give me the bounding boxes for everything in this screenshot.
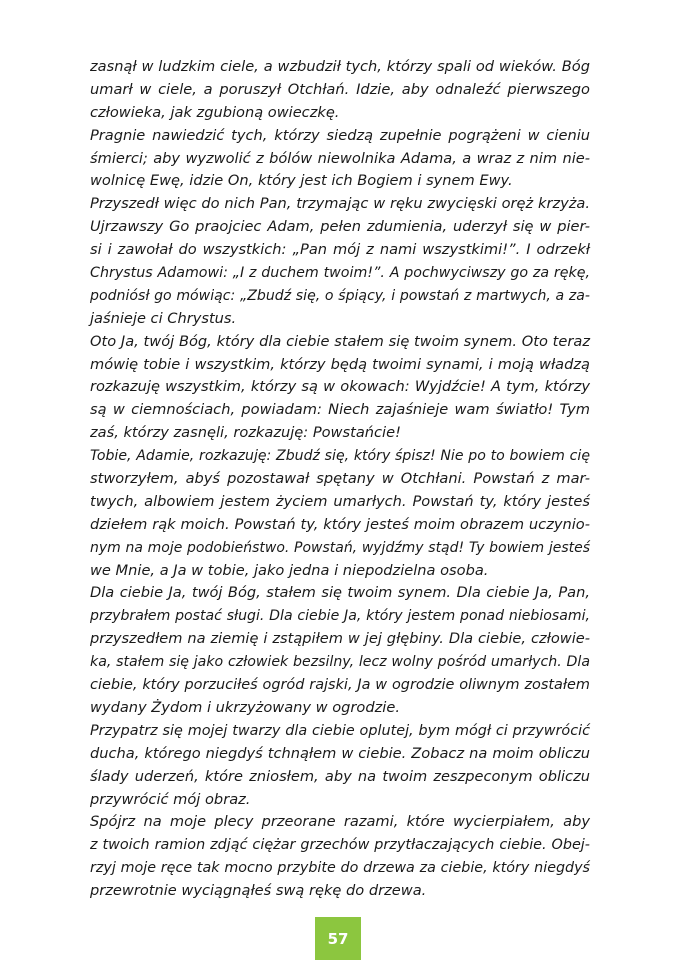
text-line: podniósł go mówiąc: „Zbudź się, o śpiący, i powstań z martwych, a za- (90, 287, 590, 304)
text-line: dziełem rąk moich. Powstań ty, który jesteś moim obrazem uczynio- (90, 515, 590, 533)
text-line: są w ciemnościach, powiadam: Niech zajaśnieje wam światło! Tym (90, 401, 590, 419)
text-line: przybrałem postać sługi. Dla ciebie Ja, który jestem ponad niebiosami, (90, 608, 590, 625)
text-line: Chrystus Adamowi: „I z duchem twoim!”. A pochwyciwszy go za rękę, (90, 265, 590, 282)
text-line: rzyj moje ręce tak mocno przybite do drzewa za ciebie, który niegdyś (90, 860, 590, 877)
paragraph (90, 445, 590, 582)
text-line: mówię tobie i wszystkim, którzy będą twoimi synami, i moją władzą (90, 355, 590, 373)
text-line: Przypatrz się mojej twarzy dla ciebie oplutej, bym mógł ci przywrócić (90, 722, 590, 739)
text-line: umarł w ciele, a poruszył Otchłań. Idzie, aby odnaleźć pierwszego (90, 80, 590, 98)
text-line: ślady uderzeń, które zniosłem, aby na twoim zeszpeconym obliczu (90, 767, 590, 785)
text-line: człowieka, jak zgubioną owieczkę. (90, 103, 340, 121)
text-line: Spójrz na moje plecy przeorane razami, które wycierpiałem, aby (90, 813, 590, 831)
paragraph (90, 582, 590, 719)
text-line: przywrócić mój obraz. (90, 790, 251, 808)
text-line: wydany Żydom i ukrzyżowany w ogrodzie. (90, 698, 400, 716)
text-line: rozkazuję wszystkim, którzy są w okowach: Wyjdźcie! A tym, którzy (90, 378, 590, 396)
text-line: z twoich ramion zdjąć ciężar grzechów przytłaczających ciebie. Obej- (90, 837, 590, 854)
text-line: Przyszedł więc do nich Pan, trzymając w ręku zwycięski oręż krzyża. (90, 195, 590, 213)
text-line: Oto Ja, twój Bóg, który dla ciebie stałem się twoim synem. Oto teraz (90, 332, 590, 350)
text-line: Tobie, Adamie, rozkazuję: Zbudź się, który śpisz! Nie po to bowiem cię (90, 448, 590, 465)
paragraph (90, 193, 590, 330)
paragraph (90, 720, 590, 812)
text-line: zaś, którzy zasnęli, rozkazuję: Powstańcie! (90, 424, 401, 442)
text-line: śmierci; aby wyzwolić z bólów niewolnika Adama, a wraz z nim nie- (90, 149, 590, 167)
text-line: we Mnie, a Ja w tobie, jako jedna i niepodzielna osoba. (90, 561, 489, 579)
text-line: ciebie, który porzuciłeś ogród rajski, Ja w ogrodzie oliwnym zostałem (90, 677, 590, 694)
text-line: ka, stałem się jako człowiek bezsilny, lecz wolny pośród umarłych. Dla (90, 654, 590, 671)
page-number: 57 (327, 929, 349, 948)
text-line: wolnicę Ewę, idzie On, który jest ich Bogiem i synem Ewy. (90, 172, 513, 190)
text-line: przewrotnie wyciągnąłeś swą rękę do drzewa. (90, 882, 427, 900)
page-number-badge (315, 917, 361, 960)
paragraph (90, 331, 590, 445)
text-line: zasnął w ludzkim ciele, a wzbudził tych, którzy spali od wieków. Bóg (90, 58, 590, 75)
paragraph (90, 56, 590, 125)
text-line: ducha, którego niegdyś tchnąłem w ciebie. Zobacz na moim obliczu (90, 744, 590, 762)
text-line: przyszedłem na ziemię i zstąpiłem w jej głębiny. Dla ciebie, człowie- (90, 630, 590, 648)
text-line: stworzyłem, abyś pozostawał spętany w Otchłani. Powstań z mar- (90, 470, 590, 488)
text-line: nym na moje podobieństwo. Powstań, wyjdźmy stąd! Ty bowiem jesteś (90, 539, 590, 556)
body-text (90, 56, 590, 903)
text-line: twych, albowiem jestem życiem umarłych. Powstań ty, który jesteś (90, 492, 590, 510)
text-line: jaśnieje ci Chrystus. (90, 309, 237, 327)
text-line: Pragnie nawiedzić tych, którzy siedzą zupełnie pogrążeni w cieniu (90, 126, 590, 144)
paragraph (90, 811, 590, 903)
text-line: si i zawołał do wszystkich: „Pan mój z nami wszystkimi!”. I odrzekł (90, 241, 590, 259)
paragraph (90, 125, 590, 194)
text-line: Ujrzawszy Go praojciec Adam, pełen zdumienia, uderzył się w pier- (90, 218, 590, 236)
text-line: Dla ciebie Ja, twój Bóg, stałem się twoim synem. Dla ciebie Ja, Pan, (90, 584, 590, 602)
